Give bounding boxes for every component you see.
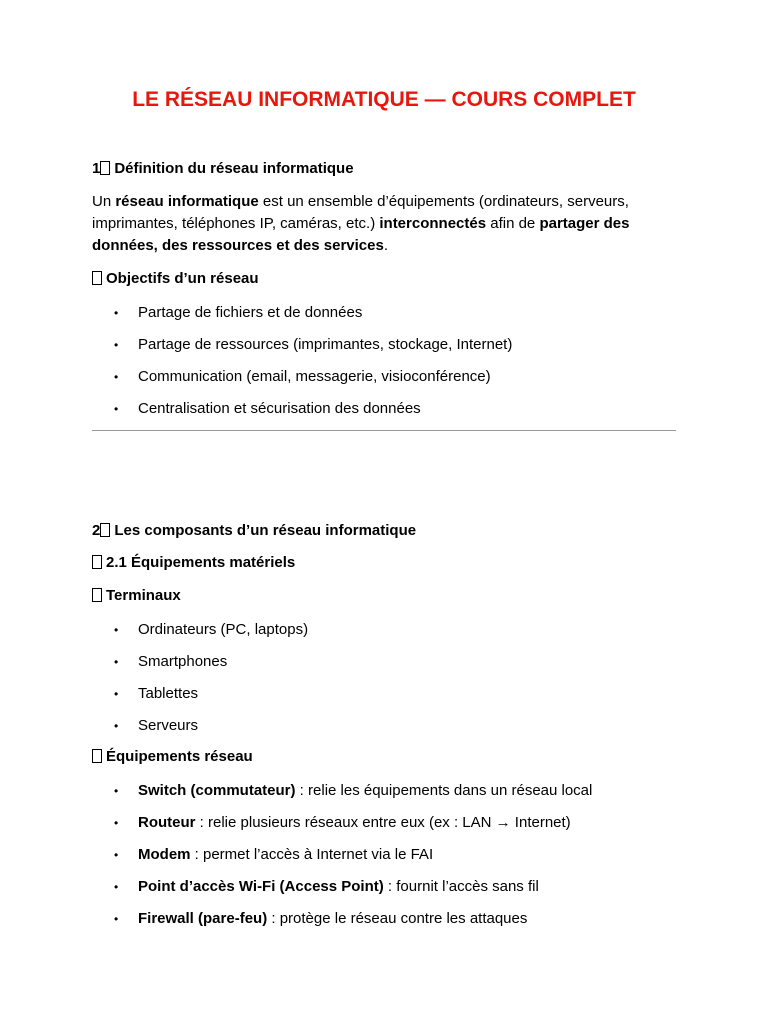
- section2-heading-text: Les composants d’un réseau informatique: [114, 522, 417, 539]
- list-item: • Centralisation et sécurisation des données: [92, 398, 512, 430]
- bullet-icon: •: [114, 338, 119, 352]
- section1-paragraph: Un réseau informatique est un ensemble d’équipements (ordinateurs, serveurs, imprimantes, téléphones IP, caméras, etc.) interconnectés afin de partager des données, des ressources et des services.: [92, 193, 630, 254]
- network-equipment-list: [92, 780, 592, 940]
- bullet-icon: •: [114, 655, 119, 669]
- bullet-icon: •: [114, 306, 119, 320]
- bullet-icon: •: [114, 623, 119, 637]
- bullet-icon: •: [114, 687, 119, 701]
- bullet-icon: •: [114, 848, 119, 862]
- missing-glyph-icon: [100, 161, 110, 175]
- list-item: • Partage de ressources (imprimantes, stockage, Internet): [92, 334, 512, 366]
- missing-glyph-icon: [92, 588, 102, 602]
- subsection-2-1-heading: 2.1 Équipements matériels: [92, 554, 295, 571]
- list-item: • Ordinateurs (PC, laptops): [92, 619, 308, 651]
- missing-glyph-icon: [92, 555, 102, 569]
- missing-glyph-icon: [92, 271, 102, 285]
- list-item: • Tablettes: [92, 683, 308, 715]
- section1-number: 1: [92, 160, 101, 177]
- list-item: • Switch (commutateur) : relie les équipements dans un réseau local: [92, 780, 592, 812]
- bullet-icon: •: [114, 402, 119, 416]
- bullet-icon: •: [114, 784, 119, 798]
- missing-glyph-icon: [100, 523, 110, 537]
- list-item: • Communication (email, messagerie, visioconférence): [92, 366, 512, 398]
- bullet-icon: •: [114, 719, 119, 733]
- list-item: • Serveurs: [92, 715, 308, 747]
- missing-glyph-icon: [92, 749, 102, 763]
- terminals-list: [92, 619, 308, 747]
- bullet-icon: •: [114, 816, 119, 830]
- bullet-icon: •: [114, 880, 119, 894]
- horizontal-divider: [92, 430, 676, 431]
- term-interconnectes: interconnectés: [379, 215, 487, 232]
- term-partager: partager des données, des ressources et des services: [92, 215, 630, 254]
- section1-heading-text: Définition du réseau informatique: [114, 160, 354, 177]
- list-item: • Smartphones: [92, 651, 308, 683]
- objectives-list: [92, 302, 512, 430]
- objectives-heading: Objectifs d’un réseau: [92, 270, 259, 287]
- section2-number: 2: [92, 522, 101, 539]
- bullet-icon: •: [114, 370, 119, 384]
- list-item: • Modem : permet l’accès à Internet via le FAI: [92, 844, 592, 876]
- bullet-icon: •: [114, 912, 119, 926]
- page-title: LE RÉSEAU INFORMATIQUE — COURS COMPLET: [132, 88, 636, 111]
- list-item: • Firewall (pare-feu) : protège le réseau contre les attaques: [92, 908, 592, 940]
- list-item: • Routeur : relie plusieurs réseaux entre eux (ex : LAN → Internet): [92, 812, 592, 844]
- network-equipment-heading: Équipements réseau: [92, 748, 253, 765]
- section2-heading: [92, 522, 416, 539]
- term-reseau-informatique: réseau informatique: [115, 193, 259, 210]
- terminals-heading: Terminaux: [92, 587, 181, 604]
- section1-heading: [92, 160, 354, 177]
- list-item: • Partage de fichiers et de données: [92, 302, 512, 334]
- list-item: • Point d’accès Wi-Fi (Access Point) : fournit l’accès sans fil: [92, 876, 592, 908]
